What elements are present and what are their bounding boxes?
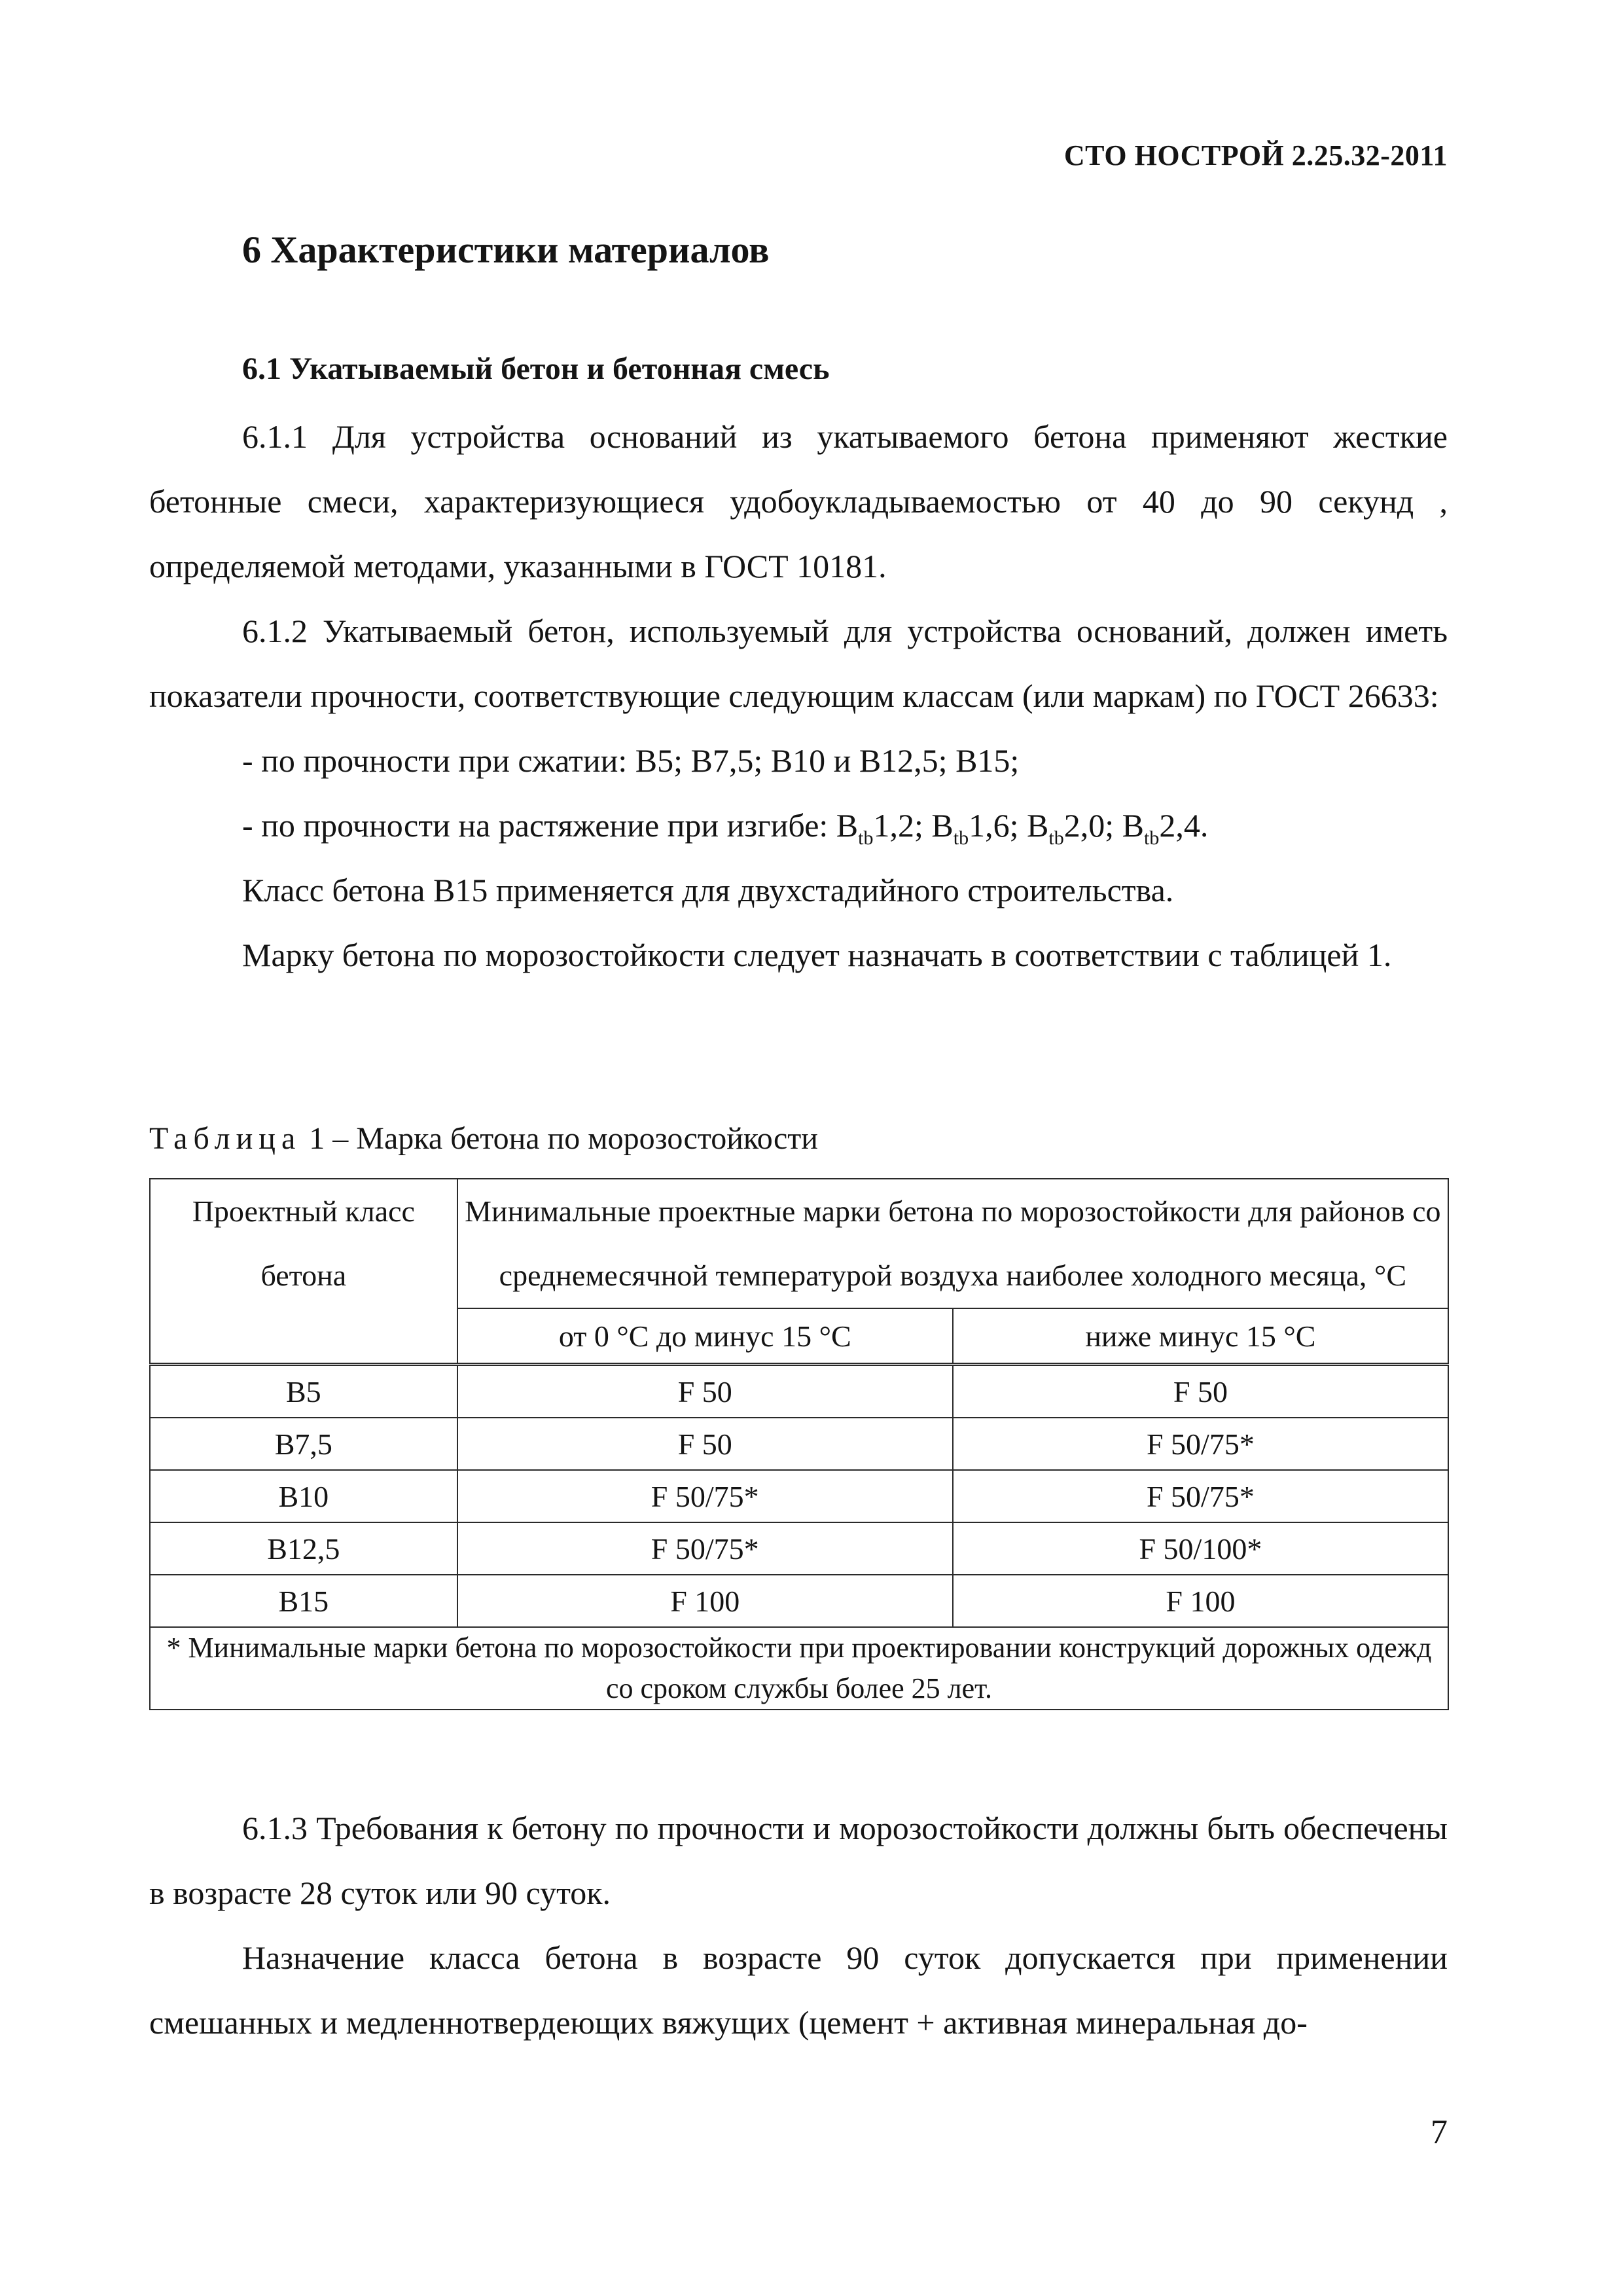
table-caption [149,1121,818,1157]
frost-resistance-table [149,1178,1449,1710]
tension-value: 1,6; [969,807,1027,844]
table-footnote: * Минимальные марки бетона по морозостойкости при проектировании конструкций дорожных одежд со сроком службы более 25 лет. [150,1627,1448,1710]
cell-grade-a: F 50/75* [457,1522,953,1575]
list-item-compression: - по прочности при сжатии: В5; В7,5; В10 и В12,5; В15; [242,742,1020,779]
table-row [150,1418,1448,1470]
paragraph-6-1-3: 6.1.3 Требования к бетону по прочности и морозостойкости должны быть обеспечены в возрасте 28 суток или 90 суток. [149,1810,1448,1911]
table-row [150,1365,1448,1418]
paragraph-class-b15: Класс бетона В15 применяется для двухстадийного строительства. [242,872,1174,908]
cell-grade-a: F 100 [457,1575,953,1627]
cell-class: B10 [150,1470,457,1522]
page-number: 7 [1431,2113,1448,2151]
header-design-class: Проектный класс бетона [150,1179,457,1365]
header-range-0-to-15: от 0 °С до минус 15 °С [457,1308,953,1365]
subscript-tb: tb [953,827,969,849]
table-caption-label: Таблица [149,1121,302,1156]
cell-grade-a: F 50/75* [457,1470,953,1522]
subsection-title: 6.1 Укатываемый бетон и бетонная смесь [242,351,830,386]
document-code: СТО НОСТРОЙ 2.25.32-2011 [1063,139,1448,171]
table-row [150,1575,1448,1627]
cell-grade-a: F 50 [457,1365,953,1418]
class-letter: B [836,807,859,844]
subscript-tb: tb [1143,827,1160,849]
body-text-bottom [149,1796,1448,2055]
cell-class: B5 [150,1365,457,1418]
tension-prefix: - по прочности на растяжение при изгибе: [242,807,836,844]
list-item-tension [149,793,1448,858]
paragraph-6-1-2: 6.1.2 Укатываемый бетон, используемый для устройства оснований, должен иметь показатели прочности, соответствующие следующим классам (или маркам) по ГОСТ 26633: [149,613,1448,714]
tension-value: 2,0; [1063,807,1122,844]
paragraph-90-days: Назначение класса бетона в возрасте 90 суток допускается при применении смешанных и медленнотвердеющих вяжущих (цемент + активная минеральная до- [149,1939,1448,2041]
table-row [150,1522,1448,1575]
cell-grade-a: F 50 [457,1418,953,1470]
body-text-top [149,404,1448,988]
cell-grade-b: F 50/75* [953,1470,1448,1522]
subscript-tb: tb [1048,827,1064,849]
table-row [150,1470,1448,1522]
class-letter: B [1027,807,1049,844]
tension-value: 1,2; [873,807,932,844]
header-below-15: ниже минус 15 °С [953,1308,1448,1365]
class-letter: B [1122,807,1144,844]
section-title: 6 Характеристики материалов [242,228,770,271]
table-caption-text: 1 – Марка бетона по морозостойкости [301,1121,818,1156]
paragraph-6-1-1: 6.1.1 Для устройства оснований из укатываемого бетона применяют жесткие бетонные смеси, характеризующиеся удобоукладываемостью от 40 до 90 секунд , определяемой методами, указанными в ГОСТ 10181. [149,418,1448,584]
paragraph-frost-intro: Марку бетона по морозостойкости следует назначать в соответствии с таблицей 1. [242,937,1392,973]
subscript-tb: tb [858,827,874,849]
tension-value: 2,4. [1159,807,1209,844]
cell-grade-b: F 50/100* [953,1522,1448,1575]
cell-class: B12,5 [150,1522,457,1575]
cell-grade-b: F 100 [953,1575,1448,1627]
class-letter: B [931,807,954,844]
cell-class: B15 [150,1575,457,1627]
cell-grade-b: F 50/75* [953,1418,1448,1470]
header-min-frost-grade: Минимальные проектные марки бетона по морозостойкости для районов со среднемесячной температурой воздуха наиболее холодного месяца, °С [457,1179,1448,1308]
cell-class: B7,5 [150,1418,457,1470]
cell-grade-b: F 50 [953,1365,1448,1418]
